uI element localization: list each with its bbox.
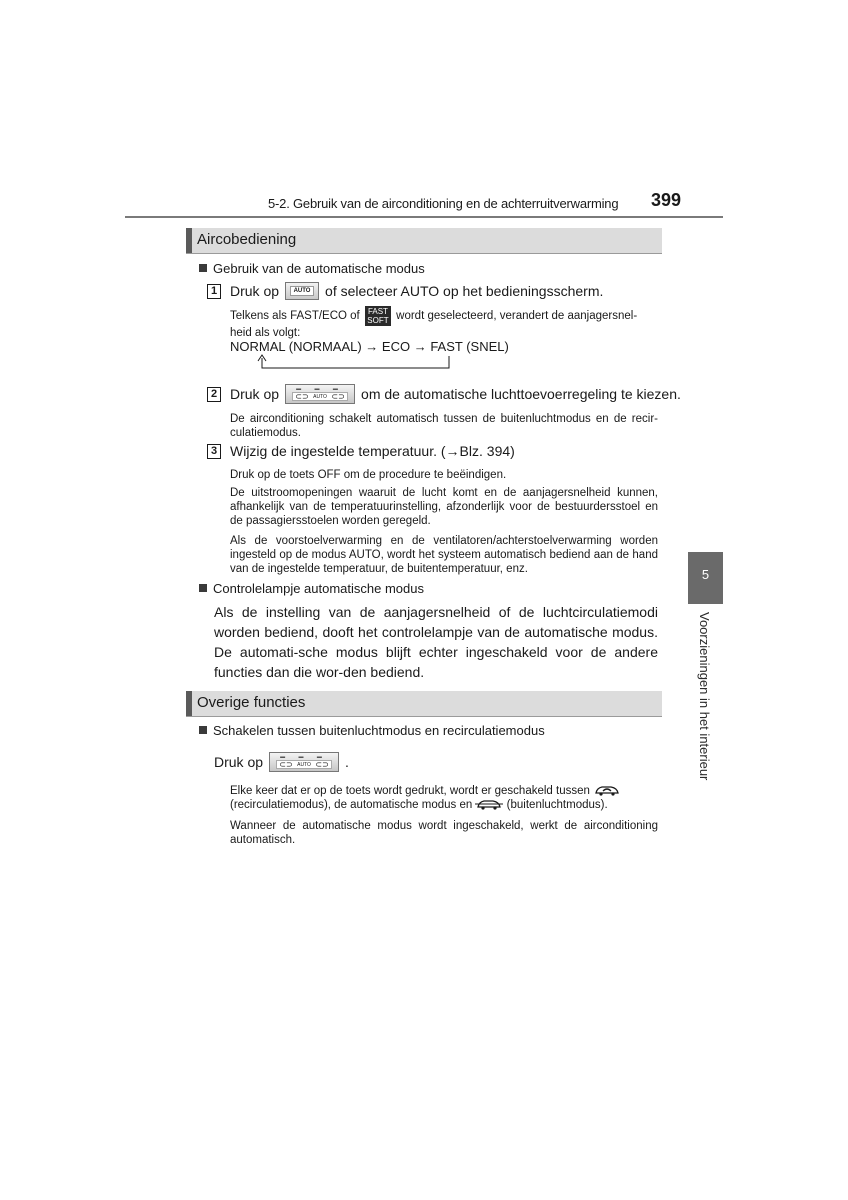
running-header: 5-2. Gebruik van de airconditioning en de achterruitverwarming (268, 196, 619, 211)
step-number: 2 (207, 387, 221, 402)
header-rule (125, 216, 723, 218)
section-heading-overige-functies (186, 691, 662, 717)
auto-button-icon (285, 282, 319, 300)
square-bullet-icon (199, 264, 207, 272)
car-outside-air-icon: ⊂⊃ (331, 391, 345, 401)
chapter-title: Voorzieningen in het interieur (697, 612, 712, 781)
step-2 (207, 384, 681, 404)
step-text: Wijzig de ingestelde temperatuur. (→Blz. 394) (230, 443, 515, 459)
auto-button-label: AUTO (297, 761, 311, 768)
square-bullet-icon (199, 726, 207, 734)
fast-label: FAST (367, 307, 388, 316)
note-step3-c: Als de voorstoelverwarming en de ventilatoren/achterstoelverwarming worden ingesteld op de modus AUTO, wordt het systeem automatisch bediend aan de hand van de ingestelde temperatuur, de buitentemperatuur, enz. (230, 535, 658, 575)
step-number: 1 (207, 284, 221, 299)
fast-soft-icon (365, 306, 391, 326)
car-outside-air-icon (475, 798, 503, 811)
indicator-leds: ▬ ▬ ▬ (296, 386, 344, 392)
indicator-leds: ▬ ▬ ▬ (280, 754, 328, 760)
air-mode-button-icon (285, 384, 355, 404)
subsection-heading-text: Gebruik van de automatische modus (213, 261, 425, 276)
press-instruction (214, 752, 349, 772)
subsection-heading (199, 581, 424, 596)
note-other-2: Wanneer de automatische modus wordt ingeschakeld, werkt de airconditioning automatisch. (230, 820, 658, 846)
note-text: wordt geselecteerd, verandert de aanjagersnel- (396, 310, 638, 323)
page-number: 399 (651, 190, 682, 210)
car-recirculation-icon (593, 784, 621, 797)
step-1 (207, 282, 603, 300)
step-text: Druk op (230, 386, 280, 402)
note-text: Telkens als FAST/ECO of (230, 310, 360, 323)
subsection-heading-text: Schakelen tussen buitenluchtmodus en recirculatiemodus (213, 723, 545, 738)
note-other-1 (230, 784, 660, 812)
instruction-text: . (345, 754, 349, 770)
section-title: Overige functies (197, 694, 306, 711)
subsection-heading (199, 723, 545, 738)
note-text: Elke keer dat er op de toets wordt gedrukt, wordt er geschakeld tussen (230, 785, 590, 797)
note-text: (recirculatiemodus), de automatische modus en (230, 799, 473, 811)
button-face (276, 760, 332, 769)
car-recirculation-icon: ⊂⊃ (295, 391, 309, 401)
step-text: om de automatische luchttoevoerregeling te kiezen. (361, 386, 681, 402)
step-number: 3 (207, 444, 221, 459)
auto-button-label: AUTO (290, 286, 314, 296)
section-heading-aircobediening (186, 228, 662, 254)
chapter-number: 5 (701, 567, 710, 582)
subsection-heading-text: Controlelampje automatische modus (213, 581, 424, 596)
chapter-tab (688, 552, 723, 604)
cycle-return-arrow (256, 354, 456, 372)
instruction-text: Druk op (214, 754, 264, 770)
note-step3-a: Druk op de toets OFF om de procedure te beëindigen. (230, 469, 507, 481)
step-3 (207, 443, 515, 459)
note-text: heid als volgt: (230, 327, 301, 339)
note-text: (buitenluchtmodus). (506, 799, 608, 811)
button-face (292, 392, 348, 401)
auto-button-label: AUTO (313, 393, 327, 400)
note-step3-b: De uitstroomopeningen waaruit de lucht komt en de aanjagersnelheid kunnen, afhankelijk van de temperatuurinstelling, afzonderlijk voor de bestuurdersstoel en de passagiersstoelen worden geregeld. (230, 487, 658, 527)
car-outside-air-icon: ⊂⊃ (315, 759, 329, 769)
note-step2: De airconditioning schakelt automatisch tussen de buitenluchtmodus en de recir-culatiemodus. (230, 413, 658, 439)
section-title: Aircobediening (197, 231, 297, 248)
indicator-paragraph: Als de instelling van de aanjagersnelheid of de luchtcirculatiemodi worden bediend, dooft het controlelampje van de automatische modus. De automati-sche modus blijft echter ingeschakeld voor de andere functies dan die wor-den bediend. (214, 604, 658, 680)
car-recirculation-icon: ⊂⊃ (279, 759, 293, 769)
step-text: of selecteer AUTO op het bedieningsscherm. (325, 283, 604, 299)
subsection-heading (199, 261, 425, 276)
mode-cycle: NORMAL (NORMAAL) → ECO → FAST (SNEL) (230, 339, 509, 354)
step-text: Druk op (230, 283, 280, 299)
soft-label: SOFT (367, 316, 389, 325)
air-mode-button-icon (269, 752, 339, 772)
square-bullet-icon (199, 584, 207, 592)
note-step1 (230, 306, 660, 340)
